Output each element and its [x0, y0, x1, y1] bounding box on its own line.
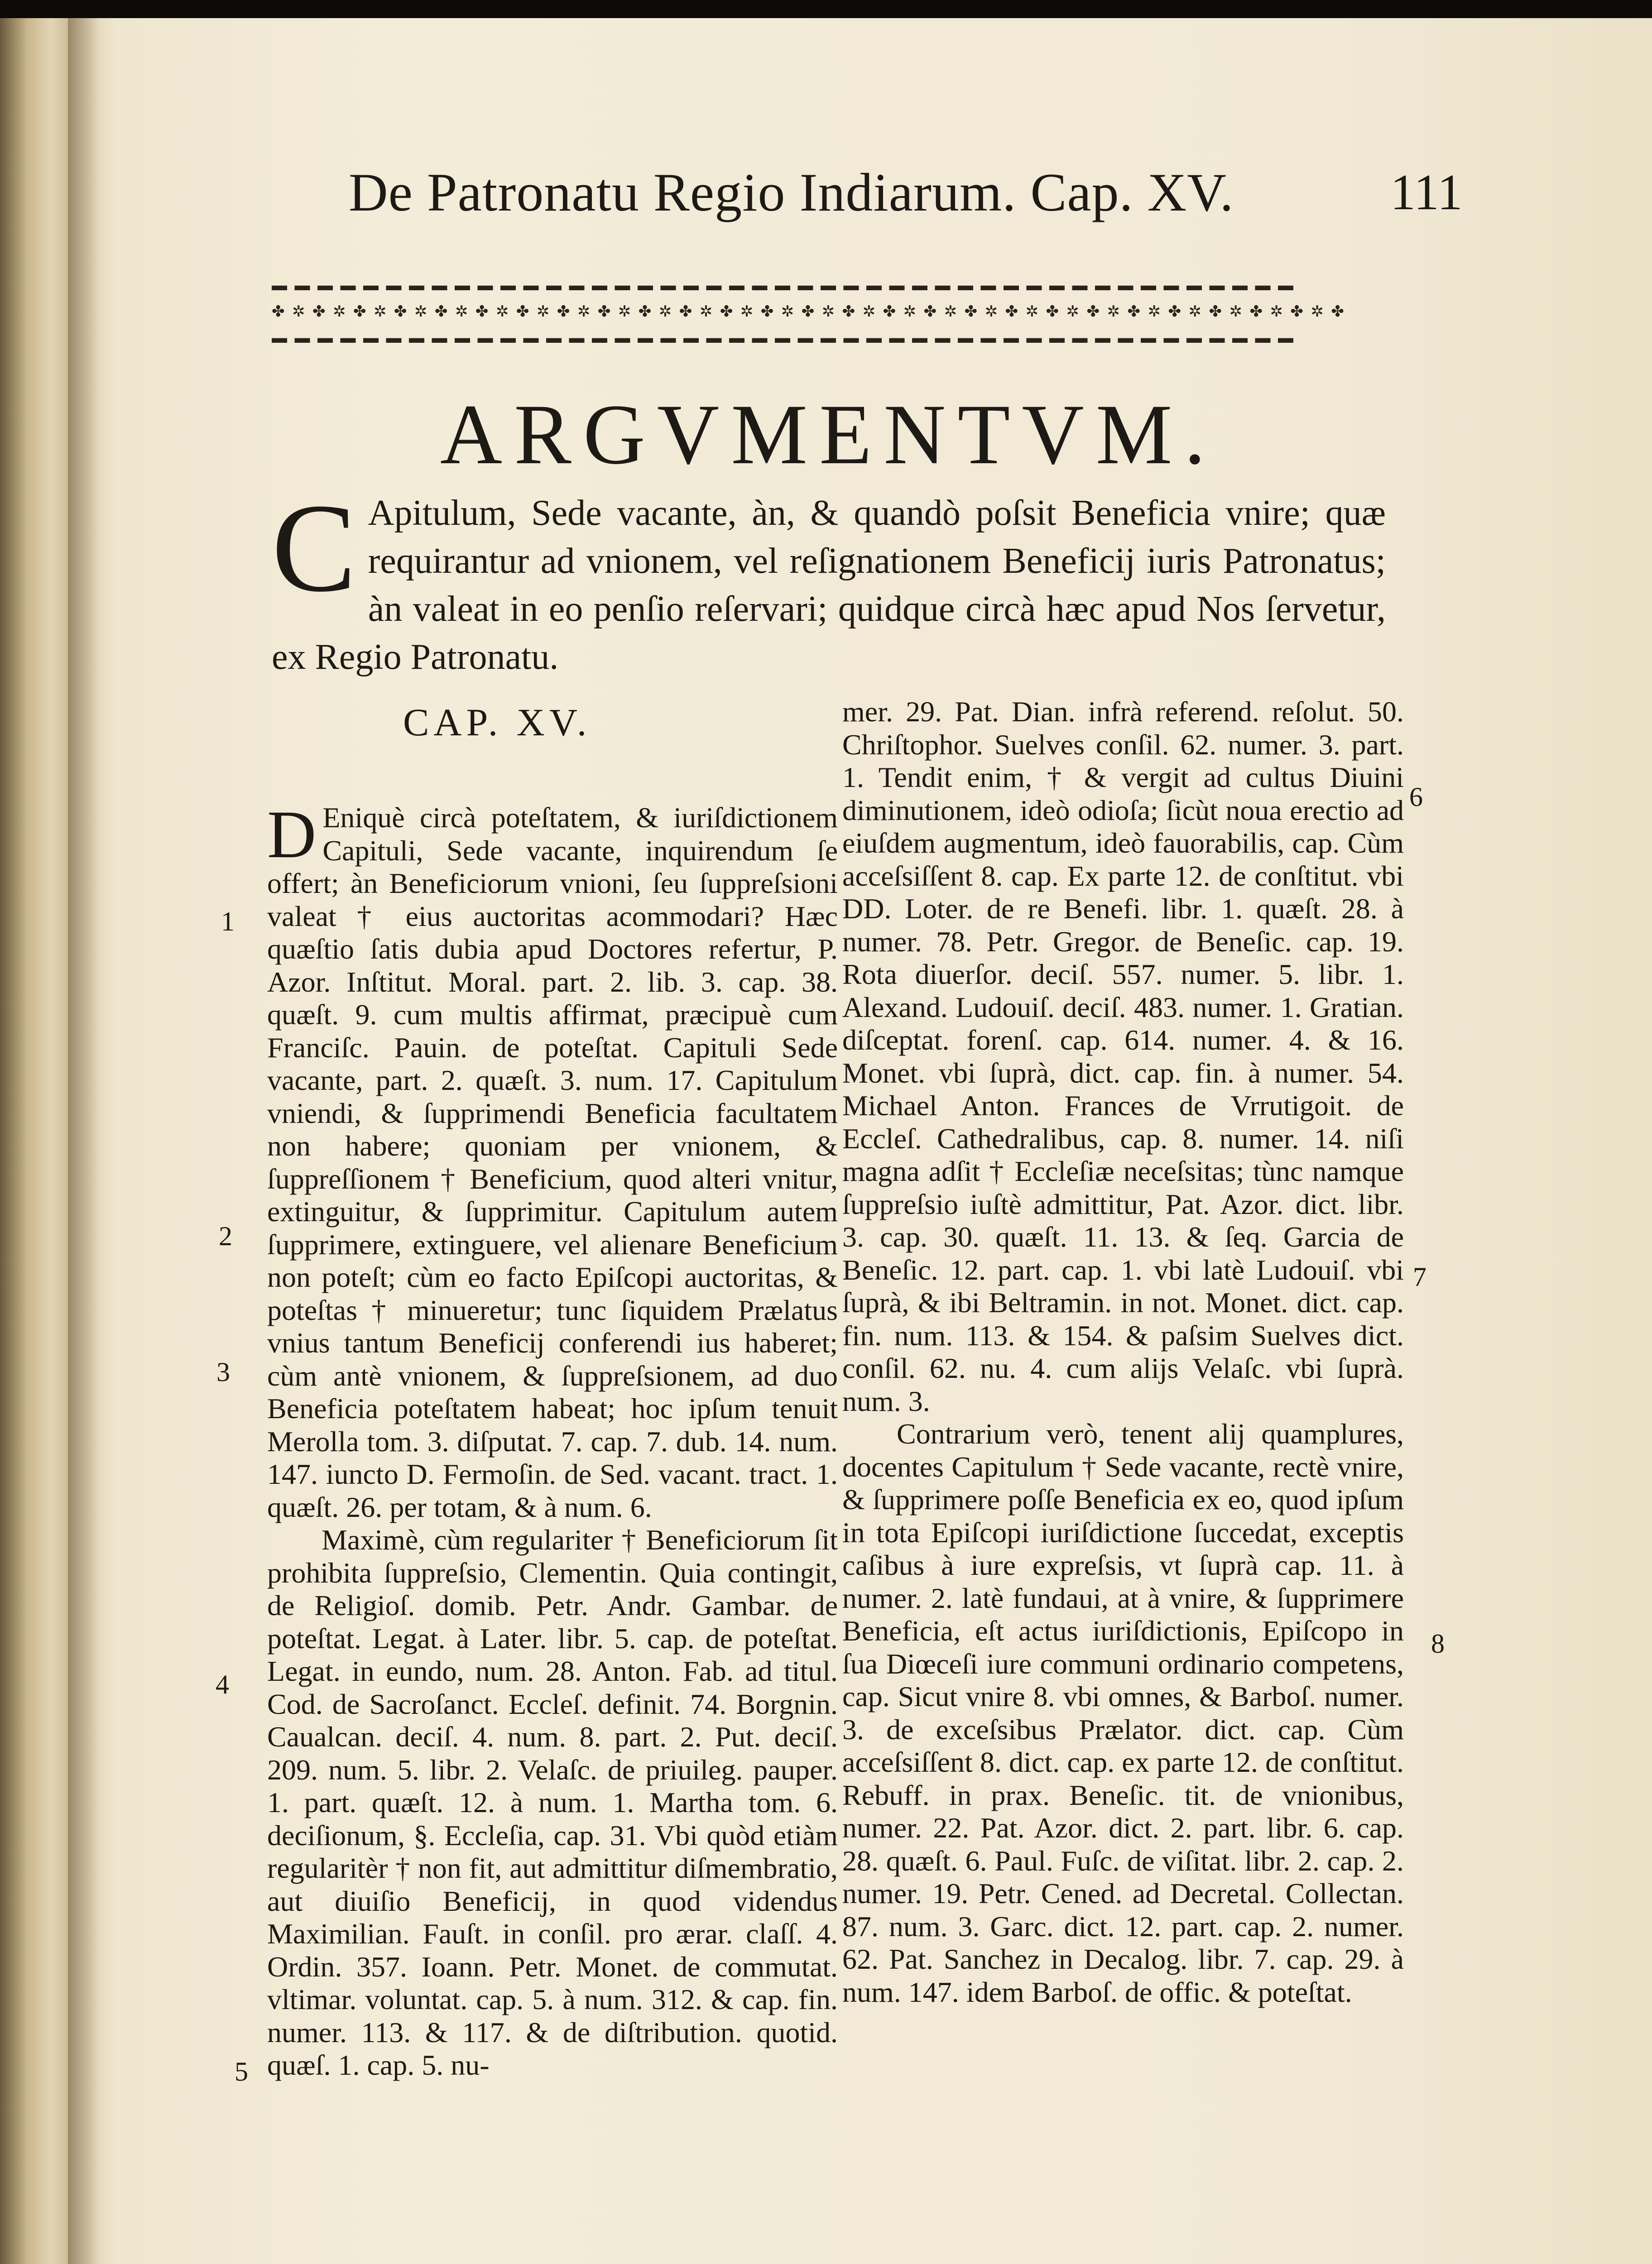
paragraph: Maximè, cùm regulariter † Beneficiorum ſit prohibita ſuppreſsio, Clementin. Quia contingit, de Religioſ. domib. Petr. Andr. Gambar. de poteſtat. Legat. à Later. libr. 5. cap. de poteſtat. Legat. in eundo, num. 28. Anton. Fab. ad titul. Cod. de Sacroſanct. Eccleſ. definit. 74. Borgnin. Caualcan. deciſ. 4. num. 8. part. 2. Put. deciſ. 209. num. 5. libr. 2. Velaſc. de priuileg. pauper. 1. part. quæſt. 12. à num. 1. Martha tom. 6. deciſionum, §. Eccleſia, cap. 31. Vbi quòd etiàm regularitèr † non fit, aut admittitur diſmembratio, aut diuiſio Beneficij, in quod videndus Maximilian. Fauſt. in conſil. pro ærar. claſſ. 4. Ordin. 357. Ioann. Petr. Monet. de commutat. vltimar. voluntat. cap. 5. à num. 312. & cap. fin. numer. 113. & 117. & de diſtribution. quotid. quæſ. 1. cap. 5. nu-	[267, 1524, 838, 2081]
decorative-ornament-band	[272, 276, 1386, 367]
margin-note-number: 1	[221, 907, 235, 936]
paragraph	[267, 797, 838, 1524]
chapter-heading: CAP. XV.	[403, 700, 591, 744]
page-gutter-shadow	[68, 18, 100, 2264]
margin-note-number: 8	[1431, 1629, 1445, 1659]
argument-summary	[272, 477, 1386, 681]
page-number: 111	[1390, 164, 1463, 221]
margin-note-number: 3	[216, 1357, 230, 1387]
running-header: De Patronatu Regio Indiarum. Cap. XV.	[349, 162, 1234, 222]
paragraph-text: Eniquè circà poteſtatem, & iuriſdictionem Capituli, Sede vacante, inquirendum ſe offert; àn Beneficiorum vnioni, ſeu ſuppreſsioni valeat † eius auctoritas acommodari? Hæc quæſtio ſatis dubia apud Doctores refertur, P. Azor. Inſtitut. Moral. part. 2. lib. 3. cap. 38. quæſt. 9. cum multis affirmat, præcipuè cum Franciſc. Pauin. de poteſtat. Capituli Sede vacante, part. 2. quæſt. 3. num. 17. Capitulum vniendi, & ſupprimendi Beneficia facultatem non habere; quoniam per vnionem, & ſuppreſſionem † Beneficium, quod alteri vnitur, extinguitur, & ſupprimitur. Capitulum autem ſupprimere, extinguere, vel alienare Beneficium non poteſt; cùm eo facto Epiſcopi auctoritas, & poteſtas † minueretur; tunc ſiquidem Prælatus vnius tantum Beneficij conferendi ius haberet; cùm antè vnionem, & ſuppreſsionem, ad duo Beneficia poteſtatem habeat; hoc ipſum tenuit Merolla tom. 3. diſputat. 7. cap. 7. dub. 14. num. 147. iuncto D. Fermoſin. de Sed. vacant. tract. 1. quæſt. 26. per totam, & à num. 6.	[267, 801, 838, 1523]
paragraph: mer. 29. Pat. Dian. infrà referend. reſolut. 50. Chriſtophor. Suelves conſil. 62. numer. 3. part. 1. Tendit enim, † & vergit ad cultus Diuini diminutionem, ideò odioſa; ſicùt noua erectio ad eiuſdem augmentum, ideò fauorabilis, cap. Cùm acceſsiſſent 8. cap. Ex parte 12. de conſtitut. vbi DD. Loter. de re Benefi. libr. 1. quæſt. 28. à numer. 78. Petr. Gregor. de Beneſic. cap. 19. Rota diuerſor. deciſ. 557. numer. 5. libr. 1. Alexand. Ludouiſ. deciſ. 483. numer. 1. Gratian. diſceptat. forenſ. cap. 614. numer. 4. & 16. Monet. vbi ſuprà, dict. cap. fin. à numer. 54. Michael Anton. Frances de Vrrutigoit. de Eccleſ. Cathedralibus, cap. 8. numer. 14. niſi magna adſit † Eccleſiæ neceſsitas; tùnc namque ſuppreſsio iuſtè admittitur, Pat. Azor. dict. libr. 3. cap. 30. quæſt. 11. 13. & ſeq. Garcia de Beneſic. 12. part. cap. 1. vbi latè Ludouiſ. vbi ſuprà, & ibi Beltramin. in not. Monet. dict. cap. fin. num. 113. & 154. & paſsim Suelves dict. conſil. 62. nu. 4. cum alijs Velaſc. vbi ſuprà. num. 3.	[842, 696, 1404, 1417]
margin-note-number: 7	[1413, 1262, 1426, 1292]
paragraph: Contrarium verò, tenent alij quamplures, docentes Capitulum † Sede vacante, rectè vnire, & ſupprimere poſſe Beneficia ex eo, quod ipſum in tota Epiſcopi iuriſdictione ſuccedat, exceptis caſibus à iure expreſsis, vt ſuprà cap. 11. à numer. 2. latè fundaui, at à vnire, & ſupprimere Beneficia, eſt actus iuriſdictionis, Epiſcopo in ſua Diœceſi iure communi ordinario competens, cap. Sicut vnire 8. vbi omnes, & Barboſ. numer. 3. de exceſsibus Prælator. dict. cap. Cùm acceſsiſſent 8. dict. cap. ex parte 12. de conſtitut. Rebuff. in prax. Beneſic. tit. de vnionibus, numer. 22. Pat. Azor. dict. 2. part. libr. 6. cap. 28. quæſt. 6. Paul. Fuſc. de viſitat. libr. 2. cap. 2. numer. 19. Petr. Cened. ad Decretal. Collectan. 87. num. 3. Garc. dict. 12. part. cap. 2. numer. 62. Pat. Sanchez in Decalog. libr. 7. cap. 29. à num. 147. idem Barboſ. de offic. & poteſtat.	[842, 1418, 1404, 2008]
argument-text: Apitulum, Sede vacante, àn, & quandò poſsit Beneficia vnire; quæ requirantur ad vnionem, vel reſignationem Beneficij iuris Patronatus; àn valeat in eo penſio reſervari; quidque circà hæc apud Nos ſervetur, ex Regio Patronatu.	[272, 493, 1386, 677]
ornament-row: ✤ ✲ ✤ ✲ ✤ ✲ ✤ ✲ ✤ ✲ ✤ ✲ ✤ ✲ ✤ ✲ ✤ ✲ ✤ ✲ ✤ ✲ ✤ ✲ ✤ ✲ ✤ ✲ ✤ ✲ ✤ ✲ ✤ ✲ ✤ ✲ ✤ ✲ ✤ ✲ ✤ ✲ ✤ ✲ ✤ ✲ ✤ ✲ ✤ ✲ ✤ ✲ ✤	[272, 303, 1346, 320]
ornament-row: ▬ ▬ ▬ ▬ ▬ ▬ ▬ ▬ ▬ ▬ ▬ ▬ ▬ ▬ ▬ ▬ ▬ ▬ ▬ ▬ ▬ ▬ ▬ ▬ ▬ ▬ ▬ ▬ ▬ ▬ ▬ ▬ ▬ ▬ ▬ ▬ ▬ ▬ ▬ ▬ ▬ ▬ ▬ ▬ ▬	[272, 330, 1295, 346]
drop-capital: C	[272, 477, 356, 618]
left-column	[267, 797, 838, 2082]
ornament-row: ▬ ▬ ▬ ▬ ▬ ▬ ▬ ▬ ▬ ▬ ▬ ▬ ▬ ▬ ▬ ▬ ▬ ▬ ▬ ▬ ▬ ▬ ▬ ▬ ▬ ▬ ▬ ▬ ▬ ▬ ▬ ▬ ▬ ▬ ▬ ▬ ▬ ▬ ▬ ▬ ▬ ▬ ▬ ▬ ▬	[272, 277, 1295, 294]
argument-title: ARGVMENTVM.	[440, 387, 1218, 482]
margin-note-number: 6	[1409, 782, 1423, 812]
facing-page-edge	[0, 18, 68, 2264]
margin-note-number: 2	[219, 1221, 232, 1251]
margin-note-number: 5	[235, 2057, 248, 2087]
drop-capital: D	[267, 797, 317, 872]
right-column	[842, 696, 1404, 2009]
margin-note-number: 4	[216, 1669, 229, 1699]
